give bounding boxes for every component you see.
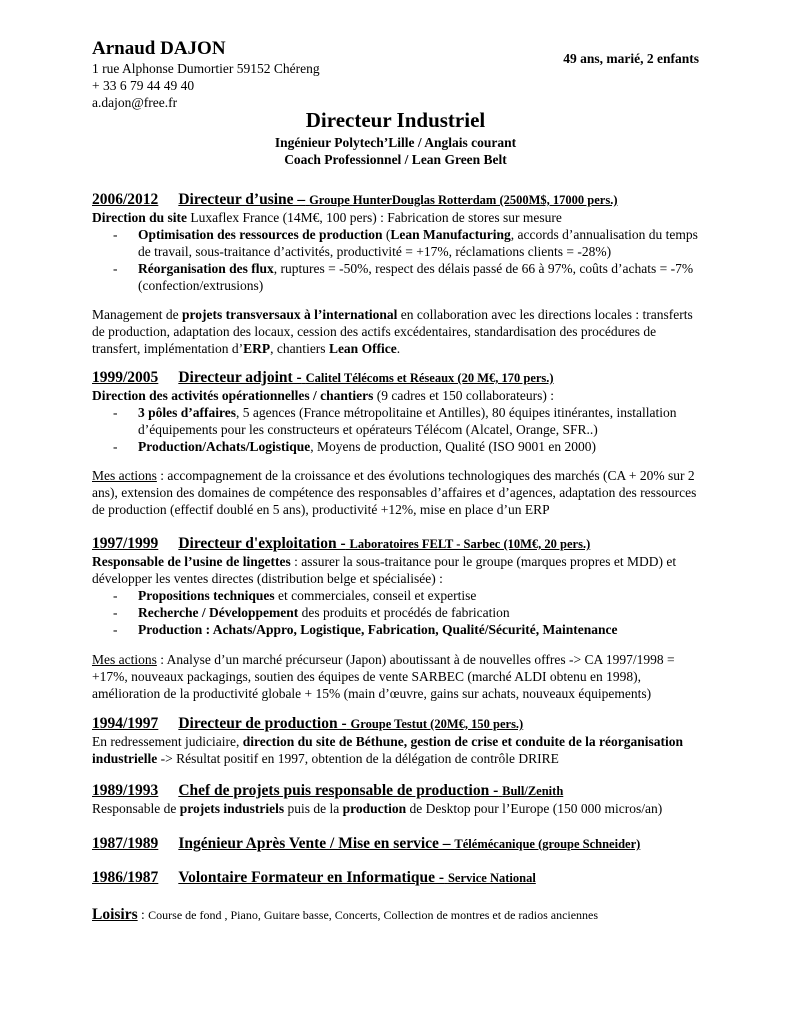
job-heading [92, 869, 536, 887]
subtitle-certification: Coach Professionnel / Lean Green Belt [284, 152, 507, 167]
job-description: Responsable de projets industriels puis de la production de Desktop pour l’Europe (150 000 micros/an) [92, 801, 663, 816]
job-company: Laboratoires FELT - Sarbec (10M€, 20 pers.) [349, 537, 591, 551]
job-heading [92, 191, 618, 209]
list-item: - Recherche / Développement des produits et procédés de fabrication [113, 605, 510, 620]
job-role: Chef de projets puis responsable de production - [178, 782, 499, 799]
hobbies: Loisirs : Course de fond , Piano, Guitare basse, Concerts, Collection de montres et de radios anciennes [92, 906, 599, 923]
email: a.dajon@free.fr [92, 95, 178, 110]
job-actions: Mes actions : Analyse d’un marché précurseur (Japon) aboutissant à de nouvelles offres -> CA 1997/1998 = +17%, nouveaux packagings, soutien des équipes de vente SARBEC (marché ALDI obtenu en 1998), amélioration de la productivité globale + 15% (main d’œuvre, gains sur achats, nouveaux équipements) [92, 652, 675, 701]
list-item: - Optimisation des ressources de production (Lean Manufacturing, accords d’annualisation du temps de travail, sous-traitance d’activités, productivité = +17%, réclamations clients = -28%) [113, 227, 698, 259]
list-item: - Production : Achats/Appro, Logistique, Fabrication, Qualité/Sécurité, Maintenance [113, 622, 618, 637]
list-item: - Propositions techniques et commerciales, conseil et expertise [113, 588, 477, 603]
phone: + 33 6 79 44 49 40 [92, 78, 195, 93]
job-period: 1994/1997 [92, 715, 159, 732]
job-intro: Direction des activités opérationnelles / chantiers (9 cadres et 150 collaborateurs) : [92, 388, 555, 403]
job-period: 1989/1993 [92, 782, 159, 799]
job-description: En redressement judiciaire, direction du site de Béthune, gestion de crise et conduite de la réorganisation industrielle -> Résultat positif en 1997, obtention de la délégation de contrôle DRIRE [92, 734, 684, 766]
job-role: Directeur adjoint - [178, 369, 302, 386]
candidate-name: Arnaud DAJON [92, 38, 226, 59]
job-role: Volontaire Formateur en Informatique - [178, 869, 445, 886]
job-intro: Direction du site Luxaflex France (14M€, 100 pers) : Fabrication de stores sur mesure [92, 210, 562, 225]
address: 1 rue Alphonse Dumortier 59152 Chéreng [92, 61, 320, 76]
job-company: Groupe HunterDouglas Rotterdam (2500M$, 17000 pers.) [309, 193, 618, 207]
job-heading [92, 535, 590, 553]
hobbies-list: Course de fond , Piano, Guitare basse, Concerts, Collection de montres et de radios anciennes [148, 908, 599, 922]
hobbies-label: Loisirs [92, 906, 138, 923]
job-period: 1986/1987 [92, 869, 159, 886]
job-role: Directeur d'exploitation - [178, 535, 346, 552]
job-heading [92, 835, 640, 853]
list-item: - 3 pôles d’affaires, 5 agences (France métropolitaine et Antilles), 80 équipes itinérantes, installation d’équipements pour les constructeurs et opérateurs Télécom (Alcatel, Orange, SFR..) [113, 405, 677, 437]
personal-info: 49 ans, marié, 2 enfants [563, 51, 699, 66]
job-company: Bull/Zenith [502, 784, 564, 798]
job-heading [92, 369, 554, 387]
job-period: 1987/1989 [92, 835, 159, 852]
job-company: Calitel Télécoms et Réseaux (20 M€, 170 pers.) [305, 371, 554, 385]
job-paragraph: Management de projets transversaux à l’international en collaboration avec les directions locales : transferts de production, adaptation des locaux, cession des actifs excédentaires, standardisation des procédures de transfert, implémentation d’ERP, chantiers Lean Office. [92, 307, 693, 356]
job-company: Groupe Testut (20M€, 150 pers.) [350, 717, 524, 731]
job-period: 1999/2005 [92, 369, 159, 386]
job-period: 2006/2012 [92, 191, 159, 208]
job-period: 1997/1999 [92, 535, 159, 552]
job-heading [92, 782, 563, 800]
job-role: Directeur d’usine – [178, 191, 306, 208]
job-heading [92, 715, 523, 733]
subtitle-education: Ingénieur Polytech’Lille / Anglais courant [274, 135, 517, 150]
list-item: - Production/Achats/Logistique, Moyens de production, Qualité (ISO 9001 en 2000) [113, 439, 596, 454]
job-title: Directeur Industriel [305, 108, 486, 132]
job-role: Ingénieur Après Vente / Mise en service – [178, 835, 451, 852]
job-role: Directeur de production - [178, 715, 347, 732]
job-company: Service National [447, 871, 536, 885]
job-actions: Mes actions : accompagnement de la croissance et des évolutions technologiques des marchés (CA + 20% sur 2 ans), extension des domaines de compétence des responsables d’affaires et d’agences, adaptation des ressources de production (effectif doublé en 5 ans), productivité +12%, mise en place d’un ERP [92, 468, 697, 517]
list-item: - Réorganisation des flux, ruptures = -50%, respect des délais passé de 66 à 97%, coûts d’achats = -7% (confection/extrusions) [113, 261, 694, 293]
job-intro: Responsable de l’usine de lingettes : assurer la sous-traitance pour le groupe (marques propres et MDD) et développer les ventes directes (distribution belge et spécialisée) : [92, 554, 677, 586]
job-company: Télémécanique (groupe Schneider) [454, 837, 641, 851]
